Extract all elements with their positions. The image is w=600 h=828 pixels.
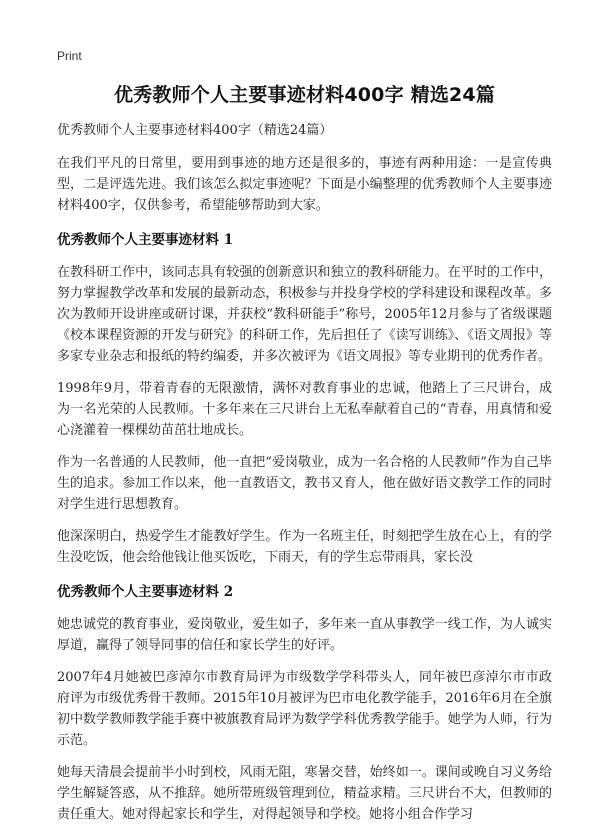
section-paragraph: 他深深明白，热爱学生才能教好学生。作为一名班主任，时刻把学生放在心上，有的学生没吃饭，他会给他钱让他买饭吃，下雨天，有的学生忘带雨具，家长没 (57, 529, 552, 565)
section-paragraph: 2007年4月她被巴彦淖尔市教育局评为市级数学学科带头人，同年被巴彦淖尔市市政府评为市级优秀骨干教师。2015年10月被评为巴市电化教学能手，2016年6月在全旗初中数学教师教学能手赛中被旗教育局评为数学学科优秀教学能手。她学为人师，行为示范。 (57, 670, 552, 748)
article-subtitle: 优秀教师个人主要事迹材料400字（精选24篇） (57, 123, 333, 138)
section-heading: 优秀教师个人主要事迹材料 2 (57, 584, 234, 600)
section-paragraph: 她每天清晨会提前半小时到校，风雨无阻，寒暑交替，始终如一。课间或晚自习义务给学生解疑答惑，从不推辞。她所带班级管理到位，精益求精。三尺讲台不大，但教师的责任重大。她对得起家长和学生，对得起领导和学校。她将小组合作学习 (57, 765, 552, 822)
section-paragraph: 在教科研工作中，该同志具有较强的创新意识和独立的教科研能力。在平时的工作中，努力掌握教学改革和发展的最新动态，积极参与并投身学校的学科建设和课程改革。多次为教师开设讲座或研讨课，并获校“教科研能手”称号，2005年12月参与了省级课题《校本课程资源的开发与研究》的科研工作，先后担任了《读写训练》、《语文周报》等多家专业杂志和报纸的特约编委，并多次被评为《语文周报》等专业期刊的优秀作者。 (57, 265, 552, 364)
intro-paragraph: 在我们平凡的日常里，要用到事迹的地方还是很多的，事迹有两种用途：一是宣传典型，二是评选先进。我们该怎么拟定事迹呢？下面是小编整理的优秀教师个人主要事迹材料400字，仅供参考，希望能够帮助到大家。 (57, 156, 552, 213)
page-title: 优秀教师个人主要事迹材料400字 精选24篇 (113, 84, 496, 106)
article-body (57, 120, 552, 828)
section-paragraph: 作为一名普通的人民教师，他一直把“爱岗敬业，成为一名合格的人民教师”作为自己毕生的追求。参加工作以来，他一直教语文，教书又育人，他在做好语文教学工作的同时对学生进行思想教育。 (57, 455, 552, 512)
print-link[interactable]: Print (57, 49, 82, 63)
section-paragraph: 她忠诚党的教育事业，爱岗敬业，爱生如子，多年来一直从事教学一线工作，为人诚实厚道，赢得了领导同事的信任和家长学生的好评。 (57, 617, 552, 653)
section-heading: 优秀教师个人主要事迹材料 1 (57, 232, 234, 248)
section-paragraph: 1998年9月，带着青春的无限激情，满怀对教育事业的忠诚，他踏上了三尺讲台，成为一名光荣的人民教师。十多年来在三尺讲台上无私奉献着自己的“青春，用真情和爱心浇灌着一棵棵幼苗茁壮地成长。 (57, 381, 552, 438)
